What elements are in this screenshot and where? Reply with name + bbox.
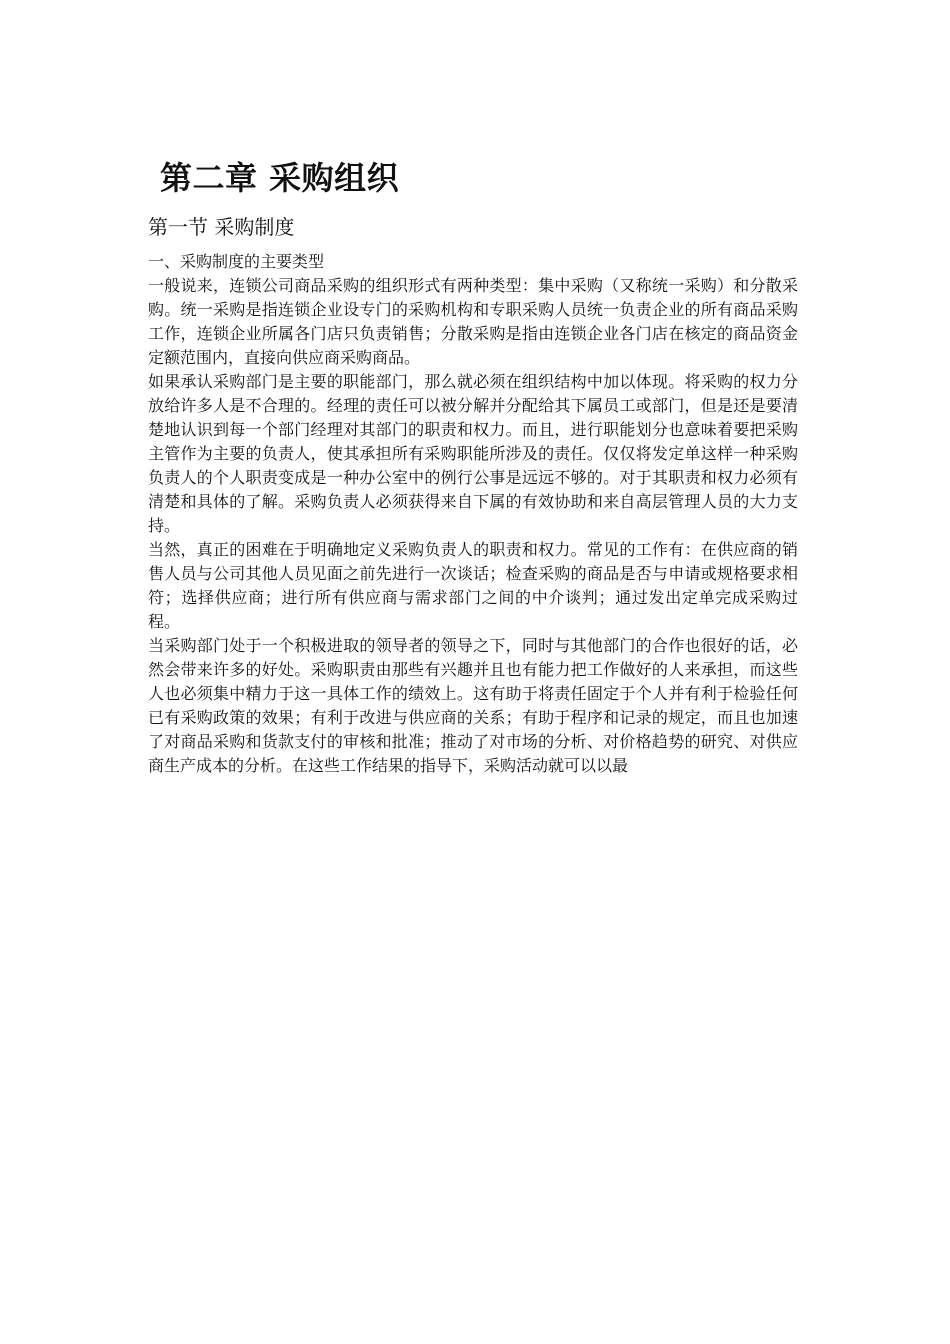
chapter-title: 第二章 采购组织 <box>160 159 400 197</box>
document-body <box>148 148 798 778</box>
section-title: 第一节 采购制度 <box>148 215 295 239</box>
paragraph: 一般说来，连锁公司商品采购的组织形式有两种类型：集中采购（又称统一采购）和分散采购。统一采购是指连锁企业设专门的采购机构和专职采购人员统一负责企业的所有商品采购工作，连锁企业所属各门店只负责销售；分散采购是指由连锁企业各门店在核定的商品资金定额范围内，直接向供应商采购商品。 <box>148 276 798 367</box>
paragraph: 如果承认采购部门是主要的职能部门，那么就必须在组织结构中加以体现。将采购的权力分放给许多人是不合理的。经理的责任可以被分解并分配给其下属员工或部门，但是还是要清楚地认识到每一个部门经理对其部门的职责和权力。而且，进行职能划分也意味着要把采购主管作为主要的负责人，使其承担所有采购职能所涉及的责任。仅仅将发定单这样一种采购负责人的个人职责变成是一种办公室中的例行公事是远远不够的。对于其职责和权力必须有清楚和具体的了解。采购负责人必须获得来自下属的有效协助和来自高层管理人员的大力支持。 <box>148 372 798 535</box>
paragraph: 当采购部门处于一个积极进取的领导者的领导之下，同时与其他部门的合作也很好的话，必然会带来许多的好处。采购职责由那些有兴趣并且也有能力把工作做好的人来承担，而这些人也必须集中精力于这一具体工作的绩效上。这有助于将责任固定于个人并有利于检验任何已有采购政策的效果；有利于改进与供应商的关系；有助于程序和记录的规定，而且也加速了对商品采购和货款支付的审核和批准；推动了对市场的分析、对价格趋势的研究、对供应商生产成本的分析。在这些工作结果的指导下，采购活动就可以以最 <box>148 636 798 775</box>
subsection-title: 一、采购制度的主要类型 <box>148 252 325 271</box>
paragraph: 当然，真正的困难在于明确地定义采购负责人的职责和权力。常见的工作有：在供应商的销售人员与公司其他人员见面之前先进行一次谈话；检查采购的商品是否与申请或规格要求相符；选择供应商；进行所有供应商与需求部门之间的中介谈判；通过发出定单完成采购过程。 <box>148 540 798 631</box>
